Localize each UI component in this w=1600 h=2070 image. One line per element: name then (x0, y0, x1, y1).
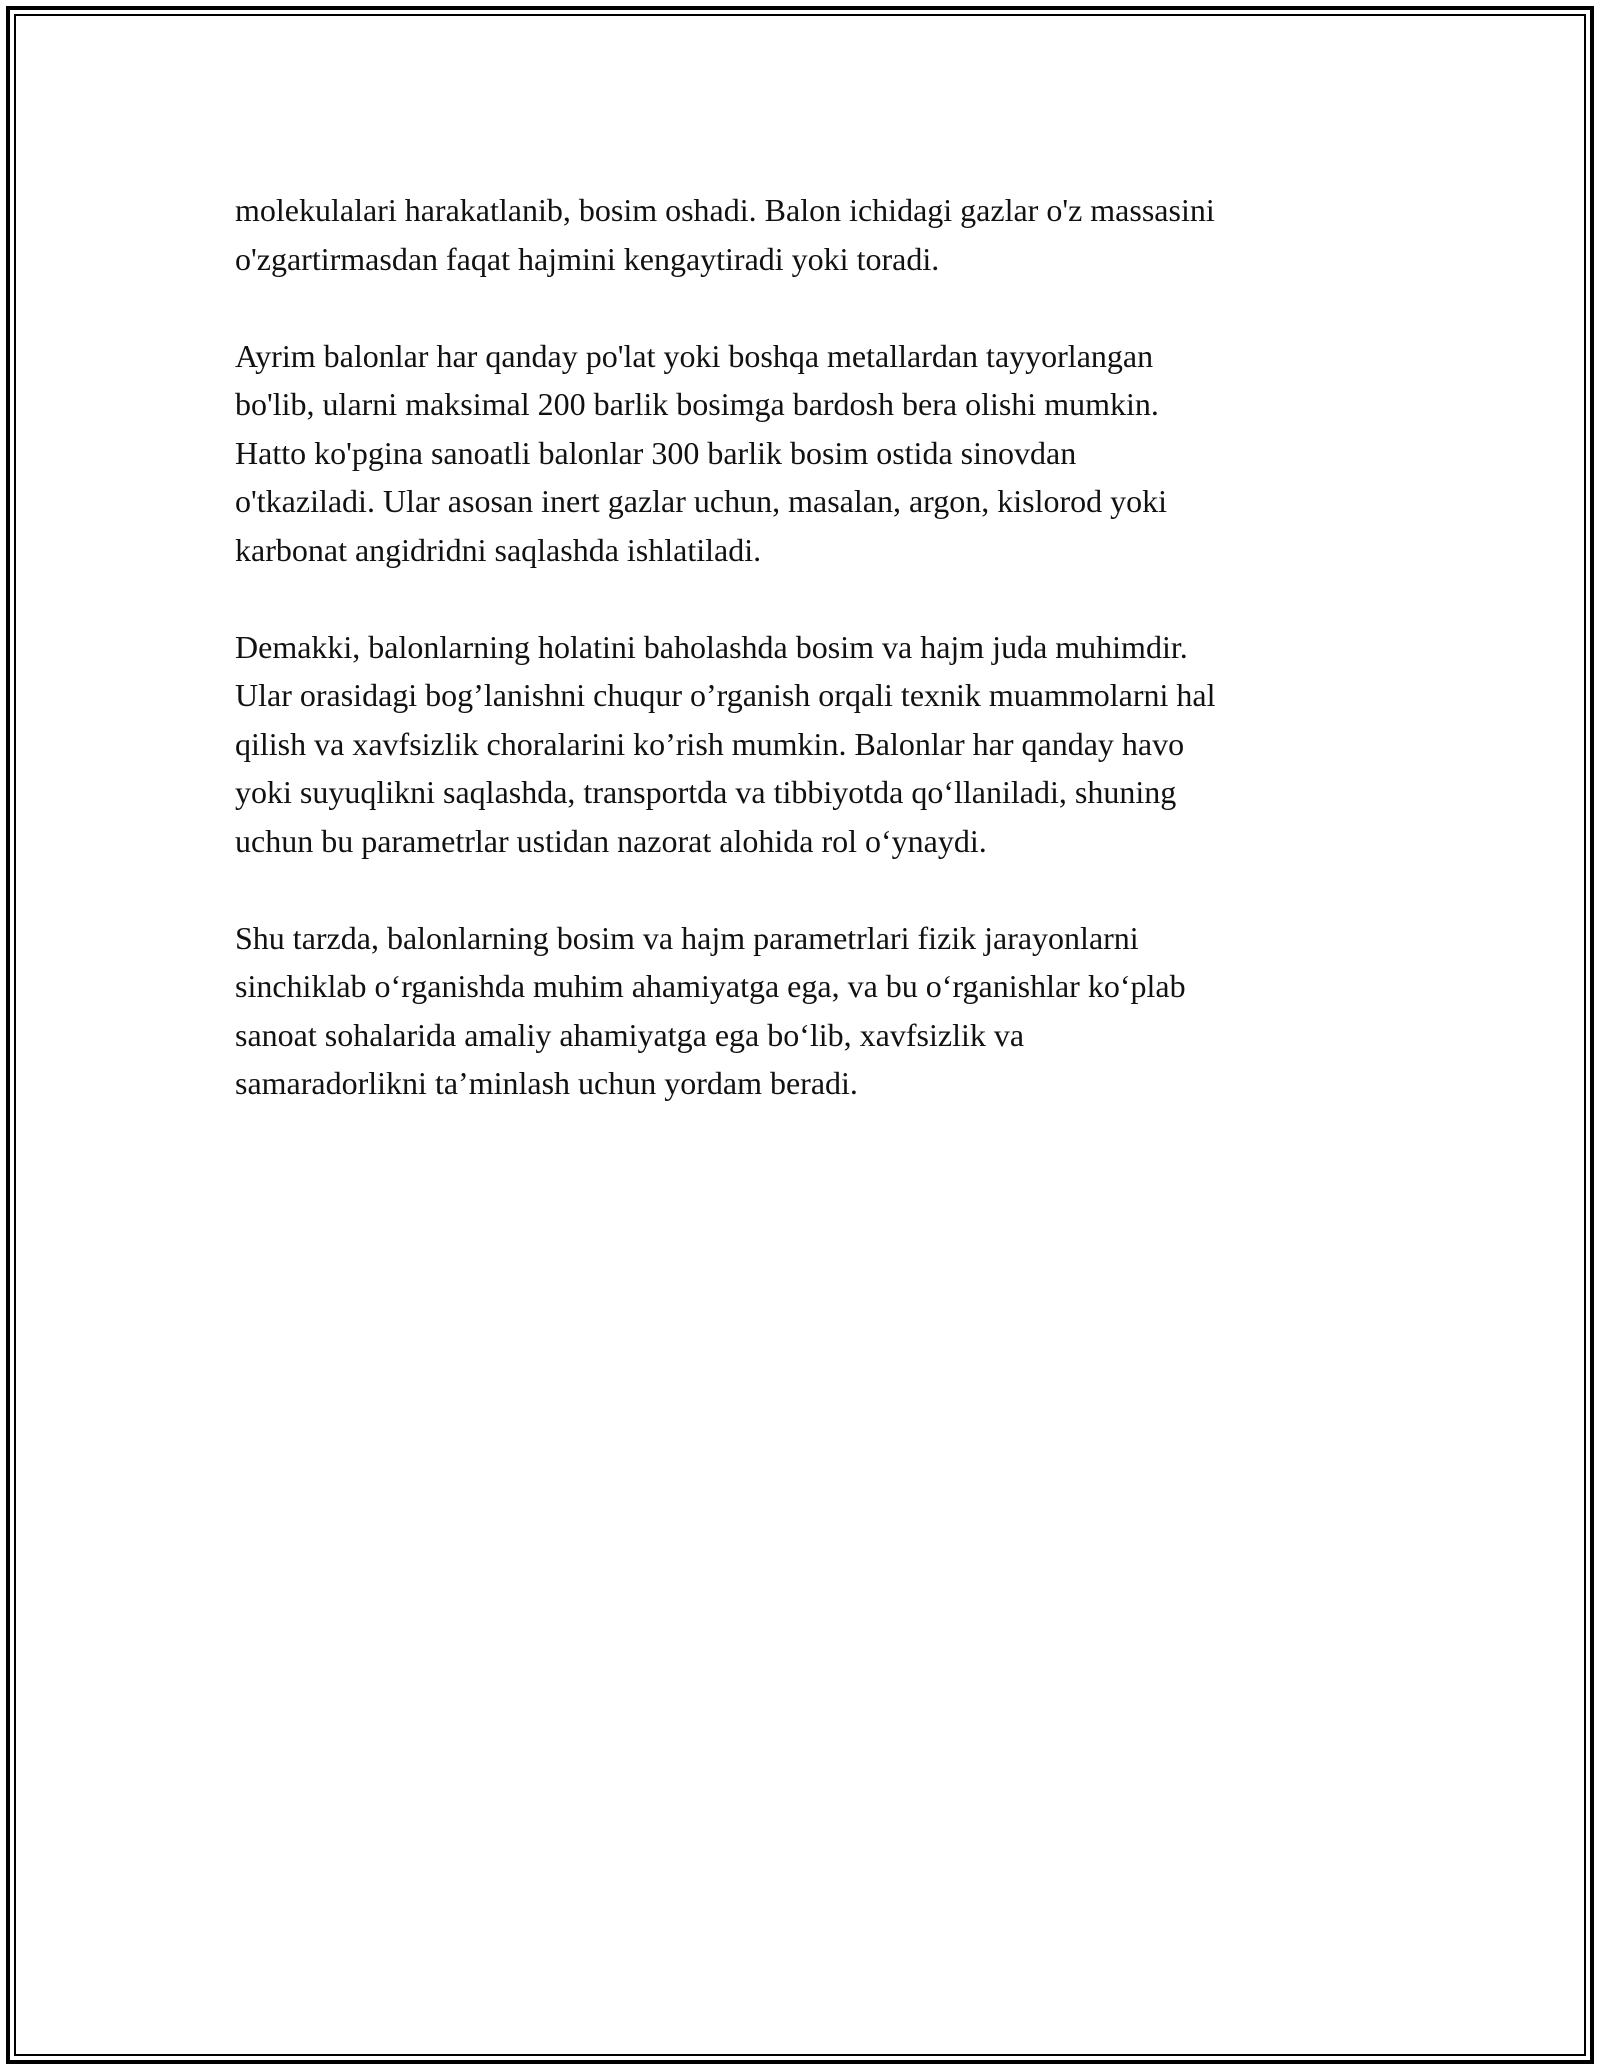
text-line: qilish va xavfsizlik choralarini ko’rish mumkin. Balonlar har qanday havo (235, 725, 1185, 762)
document-body (235, 186, 1375, 1156)
text-line: sanoat sohalarida amaliy ahamiyatga ega bo‘lib, xavfsizlik va (235, 1016, 1025, 1053)
text-line: bo'lib, ularni maksimal 200 barlik bosimga bardosh bera olishi mumkin. (235, 386, 1159, 422)
text-line: uchun bu parametrlar ustidan nazorat alohida rol o‘ynaydi. (235, 822, 987, 859)
text-line: samaradorlikni ta’minlash uchun yordam beradi. (235, 1065, 858, 1101)
paragraph-1 (235, 186, 1375, 283)
text-line: o'tkaziladi. Ular asosan inert gazlar uchun, masalan, argon, kislorod yoki (235, 483, 1168, 519)
text-line: sinchiklab o‘rganishda muhim ahamiyatga ega, va bu o‘rganishlar ko‘plab (235, 968, 1186, 1004)
text-line: karbonat angidridni saqlashda ishlatiladi. (235, 531, 762, 568)
text-line: molekulalari harakatlanib, bosim oshadi. Balon ichidagi gazlar o'z massasini (235, 192, 1215, 228)
paragraph-3 (235, 623, 1375, 866)
paragraph-4 (235, 914, 1375, 1108)
text-line: Demakki, balonlarning holatini baholashda bosim va hajm juda muhimdir. (235, 628, 1188, 665)
text-line: yoki suyuqlikni saqlashda, transportda va tibbiyotda qo‘llaniladi, shuning (235, 774, 1177, 810)
text-line: Shu tarzda, balonlarning bosim va hajm parametrlari fizik jarayonlarni (235, 919, 1139, 956)
text-line: Hatto ko'pgina sanoatli balonlar 300 barlik bosim ostida sinovdan (235, 434, 1077, 471)
paragraph-2 (235, 332, 1375, 575)
text-line: Ular orasidagi bog’lanishni chuqur o’rganish orqali texnik muammolarni hal (235, 677, 1216, 713)
text-line: o'zgartirmasdan faqat hajmini kengaytiradi yoki toradi. (235, 240, 940, 277)
text-line: Ayrim balonlar har qanday po'lat yoki boshqa metallardan tayyorlangan (235, 337, 1154, 374)
